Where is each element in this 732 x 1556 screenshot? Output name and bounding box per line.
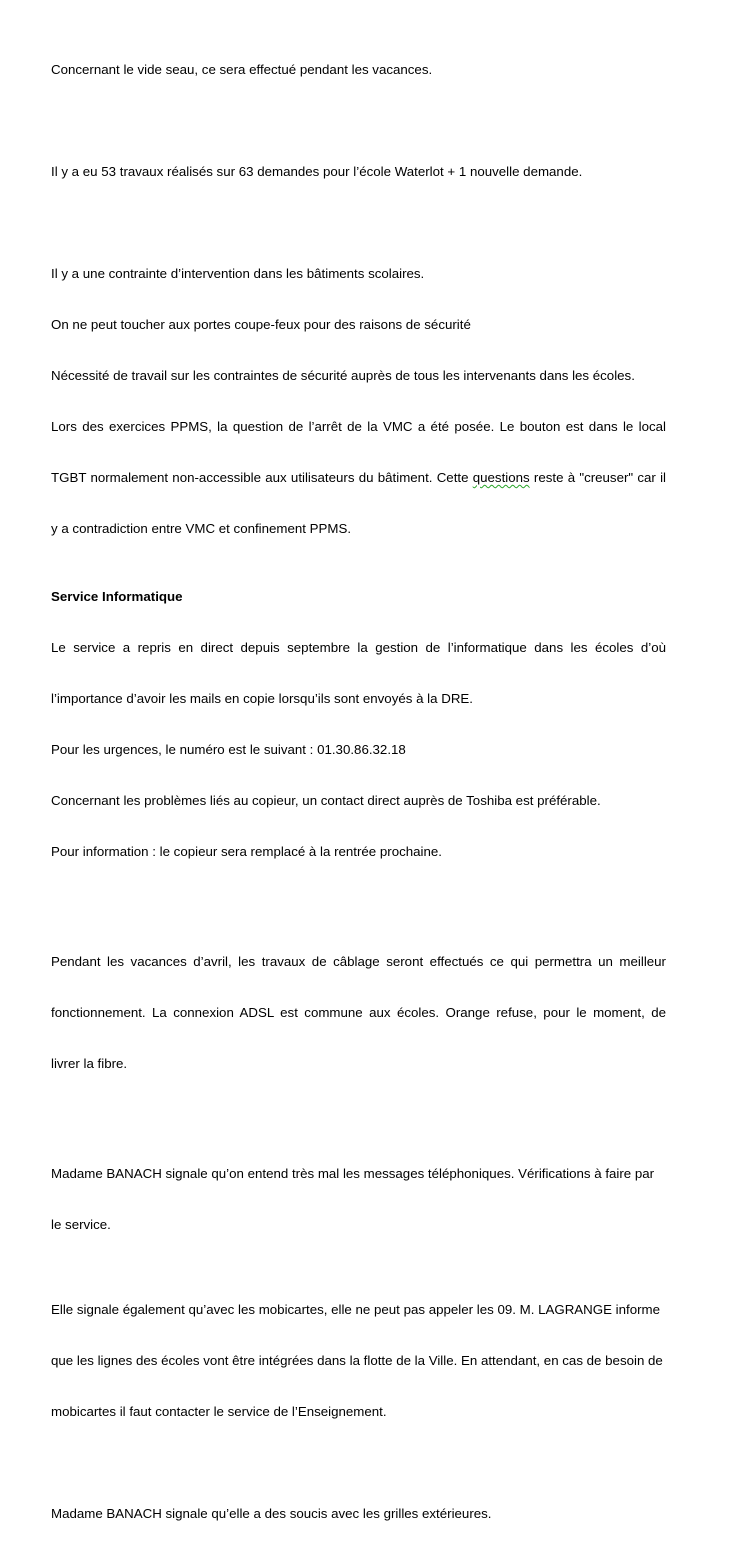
paragraph-spacer	[51, 894, 666, 911]
text-line: Il y a une contrainte d’intervention dans les bâtiments scolaires.	[51, 266, 425, 281]
section-heading-service-informatique: Service Informatique	[51, 589, 183, 604]
document-text-body	[51, 27, 666, 1556]
text-line: l’importance d’avoir les mails en copie lorsqu’ils sont envoyés à la DRE.	[51, 691, 473, 706]
paragraph-cablage-adsl	[51, 919, 666, 1106]
text-line: Madame BANACH signale qu’elle a des soucis avec les grilles extérieures.	[51, 1506, 492, 1521]
text-line-emergency-number: Pour les urgences, le numéro est le suivant : 01.30.86.32.18	[51, 742, 406, 757]
text-line: y a contradiction entre VMC et confinement PPMS.	[51, 521, 352, 536]
paragraph-spacer	[51, 1123, 666, 1131]
text-line: Madame BANACH signale qu’on entend très mal les messages téléphoniques. Vérifications à faire par	[51, 1166, 655, 1181]
text-line: mobicartes il faut contacter le service de l’Enseignement.	[51, 1404, 387, 1419]
text-line: que les lignes des écoles vont être intégrées dans la flotte de la Ville. En attendant, en cas de besoin de	[51, 1353, 663, 1368]
paragraph-contraintes-batiments	[51, 231, 666, 571]
text-line: On ne peut toucher aux portes coupe-feux pour des raisons de sécurité	[51, 317, 471, 332]
paragraph-spacer	[51, 571, 666, 588]
paragraph-spacer	[51, 1106, 666, 1123]
text-line: Concernant le vide seau, ce sera effectué pendant les vacances.	[51, 62, 433, 77]
text-line: Elle signale également qu’avec les mobicartes, elle ne peut pas appeler les 09. M. LAGRANGE informe	[51, 1302, 661, 1317]
text-line: Lors des exercices PPMS, la question de l’arrêt de la VMC a été posée. Le bouton est dans le local	[51, 419, 666, 434]
text-line: Pour information : le copieur sera remplacé à la rentrée prochaine.	[51, 844, 442, 859]
paragraph-travaux-waterlot	[51, 129, 666, 214]
paragraph-spacer	[51, 112, 666, 129]
text-segment: TGBT normalement non-accessible aux utilisateurs du bâtiment. Cette	[51, 470, 473, 485]
paragraph-spacer	[51, 1454, 666, 1471]
text-line: le service.	[51, 1217, 111, 1232]
paragraph-banach-grilles	[51, 1471, 666, 1556]
text-line: fonctionnement. La connexion ADSL est commune aux écoles. Orange refuse, pour le moment, de	[51, 1005, 666, 1020]
text-line: Le service a repris en direct depuis septembre la gestion de l’informatique dans les écoles d’où	[51, 640, 666, 655]
grammar-flagged-word[interactable]: questions	[472, 470, 530, 485]
paragraph-spacer	[51, 214, 666, 231]
text-line: Concernant les problèmes liés au copieur, un contact direct auprès de Toshiba est préférable.	[51, 793, 601, 808]
paragraph-banach-telephone	[51, 1131, 666, 1267]
text-line: Pendant les vacances d’avril, les travaux de câblage seront effectués ce qui permettra un meilleur	[51, 954, 666, 969]
text-line: Il y a eu 53 travaux réalisés sur 63 demandes pour l’école Waterlot + 1 nouvelle demande.	[51, 164, 583, 179]
text-segment: reste à "creuser" car il	[529, 470, 666, 485]
paragraph-service-informatique	[51, 605, 666, 894]
text-line-with-grammar-mark	[51, 469, 666, 486]
text-line: livrer la fibre.	[51, 1056, 128, 1071]
paragraph-spacer	[51, 911, 666, 919]
paragraph-banach-mobicartes	[51, 1267, 666, 1454]
text-line: Nécessité de travail sur les contraintes de sécurité auprès de tous les intervenants dans les écoles.	[51, 368, 635, 383]
paragraph-vide-seau	[51, 27, 666, 112]
